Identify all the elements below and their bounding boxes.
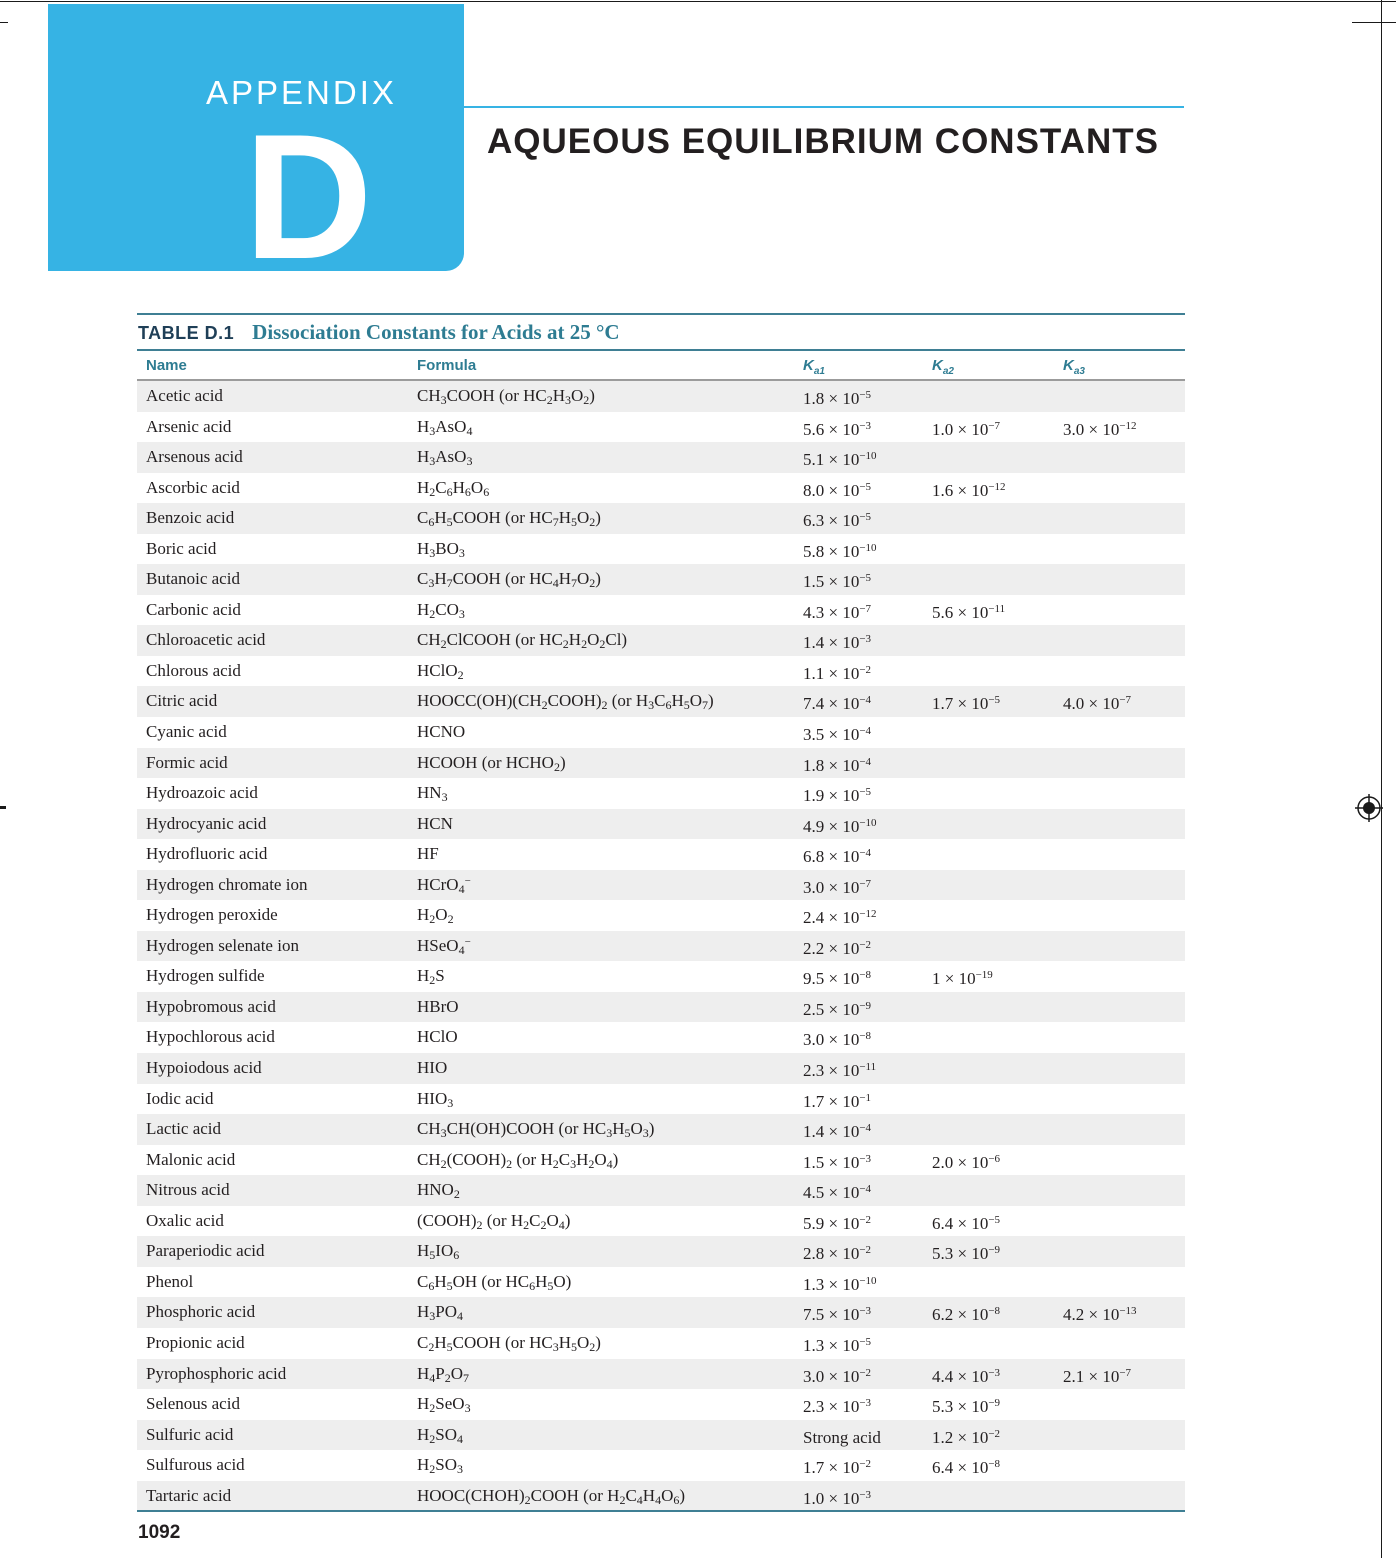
ka1-cell: $2.3 \times 10^{-3}$ — [803, 1397, 872, 1417]
ka2-cell: $5.3 \times 10^{-9}$ — [932, 1397, 1001, 1417]
table-body — [137, 381, 1185, 1511]
table-header-rule — [137, 349, 1185, 351]
table-row — [137, 809, 1185, 840]
formula-cell: $H_3AsO_4$ — [417, 416, 473, 438]
ka1-cell: $1.3 \times 10^{-5}$ — [803, 1335, 872, 1355]
column-header-ka3-text: $K_{a3}$ — [1063, 357, 1085, 377]
ka1-cell: $1.3 \times 10^{-10}$ — [803, 1274, 877, 1294]
table-row — [137, 595, 1185, 626]
acid-name-cell: Benzoic acid — [146, 508, 235, 528]
ka1-cell: $4.5 \times 10^{-4}$ — [803, 1183, 872, 1203]
table-row — [137, 1084, 1185, 1115]
table-row — [137, 748, 1185, 779]
formula-cell: $HN_3$ — [417, 783, 448, 805]
column-header-ka2 — [932, 357, 954, 377]
table-row — [137, 717, 1185, 748]
formula-cell: $C_2H_5COOH$ (or $HC_3H_5O_2$) — [417, 1332, 601, 1354]
table-row — [137, 992, 1185, 1023]
table-bottom-rule — [137, 1510, 1185, 1512]
table-row — [137, 503, 1185, 534]
acid-name-cell: Cyanic acid — [146, 722, 227, 742]
acid-name-cell: Citric acid — [146, 691, 218, 711]
formula-cell: HIO — [417, 1058, 448, 1078]
acid-name-cell: Carbonic acid — [146, 599, 241, 619]
table-row — [137, 1175, 1185, 1206]
ka1-cell: $3.0 \times 10^{-2}$ — [803, 1366, 872, 1386]
ka1-cell: $5.9 \times 10^{-2}$ — [803, 1213, 872, 1233]
acid-name-cell: Hydrofluoric acid — [146, 844, 268, 864]
appendix-letter: D — [244, 97, 373, 296]
formula-cell: HSeO$_4$− — [417, 935, 471, 957]
column-header-ka3 — [1063, 357, 1085, 377]
table-row — [137, 534, 1185, 565]
formula-cell: $H_3AsO_3$ — [417, 447, 473, 469]
acid-name-cell: Hypoiodous acid — [146, 1058, 262, 1078]
formula-cell: HClO$_2$ — [417, 660, 464, 682]
formula-cell: $H_2CO_3$ — [417, 599, 465, 621]
table-row — [137, 1145, 1185, 1176]
table-row — [137, 1450, 1185, 1481]
ka1-cell: $4.9 \times 10^{-10}$ — [803, 816, 877, 836]
column-header-formula: Formula — [417, 357, 477, 374]
acid-name-cell: Acetic acid — [146, 386, 223, 405]
acid-name-cell: Hydrocyanic acid — [146, 813, 267, 833]
ka1-cell: $9.5 \times 10^{-8}$ — [803, 969, 872, 989]
ka1-cell: $2.8 \times 10^{-2}$ — [803, 1244, 872, 1264]
ka2-cell: $1.6 \times 10^{-12}$ — [932, 480, 1006, 500]
formula-cell: HCOOH (or $HCHO_2$) — [417, 752, 566, 774]
formula-cell: $C_6H_5COOH$ (or $HC_7H_5O_2$) — [417, 508, 601, 530]
formula-cell: $H_2S$ — [417, 966, 445, 988]
column-header-ka1-text: $K_{a1}$ — [803, 357, 825, 377]
formula-cell: $H_2O_2$ — [417, 905, 454, 927]
title-rule — [464, 106, 1184, 108]
acid-name-cell: Nitrous acid — [146, 1180, 230, 1200]
table-row — [137, 381, 1185, 412]
ka3-cell: $4.2 \times 10^{-13}$ — [1063, 1305, 1137, 1325]
ka1-cell: $3.5 \times 10^{-4}$ — [803, 725, 872, 745]
ka2-cell: $5.6 \times 10^{-11}$ — [932, 602, 1006, 622]
table-row — [137, 839, 1185, 870]
ka1-cell: $5.6 \times 10^{-3}$ — [803, 419, 872, 439]
formula-cell: $H_2SO_3$ — [417, 1455, 464, 1477]
column-header-name: Name — [146, 357, 187, 374]
table-top-rule — [137, 313, 1185, 315]
acid-name-cell: Lactic acid — [146, 1119, 222, 1139]
ka2-cell: $6.4 \times 10^{-5}$ — [932, 1213, 1001, 1233]
acid-name-cell: Hydrogen sulfide — [146, 966, 265, 986]
table-header — [137, 352, 1185, 379]
ka1-cell: $2.4 \times 10^{-12}$ — [803, 908, 877, 928]
formula-cell: $H_4P_2O_7$ — [417, 1363, 470, 1385]
table-caption — [138, 320, 620, 346]
table-row — [137, 473, 1185, 504]
table-row — [137, 1022, 1185, 1053]
formula-cell: $H_2SO_4$ — [417, 1424, 464, 1446]
table-row — [137, 961, 1185, 992]
table-label: TABLE D.1 — [138, 323, 235, 343]
acid-name-cell: Ascorbic acid — [146, 477, 240, 497]
ka1-cell: $1.1 \times 10^{-2}$ — [803, 663, 872, 683]
registration-mark-icon — [1355, 794, 1383, 822]
page-title: AQUEOUS EQUILIBRIUM CONSTANTS — [487, 122, 1159, 161]
formula-cell: $CH_2(COOH)_2$ (or $H_2C_3H_2O_4$) — [417, 1149, 619, 1171]
table-row — [137, 1206, 1185, 1237]
formula-cell: $H_3PO_4$ — [417, 1302, 464, 1324]
formula-cell: $C_6H_5OH$ (or $HC_6H_5O$) — [417, 1271, 572, 1293]
ka1-cell: Strong acid — [803, 1427, 881, 1447]
table-row — [137, 442, 1185, 473]
acid-name-cell: Malonic acid — [146, 1149, 236, 1169]
ka1-cell: $4.3 \times 10^{-7}$ — [803, 602, 872, 622]
ka1-cell: $3.0 \times 10^{-8}$ — [803, 1030, 872, 1050]
table-row — [137, 1481, 1185, 1512]
ka2-cell: $6.2 \times 10^{-8}$ — [932, 1305, 1001, 1325]
formula-cell: $HNO_2$ — [417, 1180, 460, 1202]
ka2-cell: $5.3 \times 10^{-9}$ — [932, 1244, 1001, 1264]
table-row — [137, 1267, 1185, 1298]
ka1-cell: $1.5 \times 10^{-3}$ — [803, 1152, 872, 1172]
formula-cell: $HOOC(CHOH)_2COOH$ (or $H_2C_4H_4O_6$) — [417, 1485, 686, 1507]
formula-cell: $H_3BO_3$ — [417, 538, 465, 560]
acid-name-cell: Paraperiodic acid — [146, 1241, 265, 1261]
ka2-cell: $6.4 \times 10^{-8}$ — [932, 1458, 1001, 1478]
acid-name-cell: Selenous acid — [146, 1394, 240, 1414]
ka2-cell: $1.2 \times 10^{-2}$ — [932, 1427, 1001, 1447]
formula-cell: HF — [417, 844, 439, 864]
acid-name-cell: Formic acid — [146, 752, 228, 772]
acid-name-cell: Iodic acid — [146, 1088, 214, 1108]
ka1-cell: $1.5 \times 10^{-5}$ — [803, 572, 872, 592]
acid-name-cell: Chlorous acid — [146, 660, 241, 680]
crop-mark-left-middle — [0, 806, 6, 809]
formula-cell: $(COOH)_2$ (or $H_2C_2O_4$) — [417, 1210, 571, 1232]
ka1-cell: $1.8 \times 10^{-4}$ — [803, 755, 872, 775]
ka2-cell: $1 \times 10^{-19}$ — [932, 969, 993, 989]
acid-name-cell: Propionic acid — [146, 1332, 245, 1352]
ka1-cell: $8.0 \times 10^{-5}$ — [803, 480, 872, 500]
table-row — [137, 870, 1185, 901]
acid-name-cell: Butanoic acid — [146, 569, 240, 589]
table-row — [137, 1236, 1185, 1267]
ka1-cell: $1.0 \times 10^{-3}$ — [803, 1488, 872, 1508]
column-header-ka1 — [803, 357, 825, 377]
acid-name-cell: Pyrophosphoric acid — [146, 1363, 287, 1383]
crop-mark-left — [0, 22, 8, 23]
table-row — [137, 564, 1185, 595]
ka1-cell: $3.0 \times 10^{-7}$ — [803, 877, 872, 897]
ka2-cell: $1.0 \times 10^{-7}$ — [932, 419, 1001, 439]
table-title: Dissociation Constants for Acids at 25 °C — [252, 320, 620, 344]
acid-name-cell: Sulfuric acid — [146, 1424, 234, 1444]
ka3-cell: $4.0 \times 10^{-7}$ — [1063, 694, 1132, 714]
acid-name-cell: Boric acid — [146, 538, 217, 558]
appendix-word: APPENDIX — [206, 74, 397, 111]
ka2-cell: $4.4 \times 10^{-3}$ — [932, 1366, 1001, 1386]
acid-name-cell: Chloroacetic acid — [146, 630, 266, 650]
acid-name-cell: Hypochlorous acid — [146, 1027, 275, 1047]
table-row — [137, 1389, 1185, 1420]
table-row — [137, 1420, 1185, 1451]
formula-cell: $H_2C_6H_6O_6$ — [417, 477, 490, 499]
table-row — [137, 931, 1185, 962]
table-row — [137, 1297, 1185, 1328]
table-row — [137, 1328, 1185, 1359]
ka1-cell: $6.3 \times 10^{-5}$ — [803, 511, 872, 531]
ka1-cell: $1.4 \times 10^{-3}$ — [803, 633, 872, 653]
acid-name-cell: Arsenic acid — [146, 416, 232, 436]
acid-name-cell: Phenol — [146, 1271, 194, 1291]
formula-cell: HBrO — [417, 996, 459, 1016]
column-header-ka2-text: $K_{a2}$ — [932, 357, 954, 377]
table-row — [137, 900, 1185, 931]
acid-name-cell: Phosphoric acid — [146, 1302, 256, 1322]
ka1-cell: $1.7 \times 10^{-2}$ — [803, 1458, 872, 1478]
crop-line-top — [0, 1, 1396, 2]
ka1-cell: $2.5 \times 10^{-9}$ — [803, 999, 872, 1019]
table-row — [137, 1359, 1185, 1390]
table-row — [137, 1053, 1185, 1084]
ka1-cell: $7.5 \times 10^{-3}$ — [803, 1305, 872, 1325]
acid-name-cell: Hydrogen peroxide — [146, 905, 278, 925]
acid-name-cell: Hydroazoic acid — [146, 783, 258, 803]
ka1-cell: $2.3 \times 10^{-11}$ — [803, 1061, 877, 1081]
acid-name-cell: Sulfurous acid — [146, 1455, 245, 1475]
formula-cell: $HOOCC(OH)(CH_2COOH)_2$ (or $H_3C_6H_5O_7$) — [417, 691, 714, 713]
ka1-cell: $7.4 \times 10^{-4}$ — [803, 694, 872, 714]
table-row — [137, 412, 1185, 443]
table-row — [137, 625, 1185, 656]
formula-cell: HCN — [417, 813, 453, 833]
formula-cell: $CH_3COOH$ (or $HC_2H_3O_2$) — [417, 386, 595, 407]
acid-name-cell: Tartaric acid — [146, 1485, 232, 1505]
ka3-cell: $3.0 \times 10^{-12}$ — [1063, 419, 1137, 439]
acid-name-cell: Hydrogen selenate ion — [146, 935, 299, 955]
ka1-cell: $1.4 \times 10^{-4}$ — [803, 1122, 872, 1142]
formula-cell: HClO — [417, 1027, 458, 1047]
table-row — [137, 1114, 1185, 1145]
ka1-cell: $5.8 \times 10^{-10}$ — [803, 541, 877, 561]
acid-name-cell: Oxalic acid — [146, 1210, 224, 1230]
formula-cell: $CH_3CH(OH)COOH$ (or $HC_3H_5O_3$) — [417, 1119, 655, 1141]
formula-cell: $H_2SeO_3$ — [417, 1394, 471, 1416]
crop-mark-right — [1352, 22, 1396, 23]
formula-cell: $H_5IO_6$ — [417, 1241, 460, 1263]
formula-cell: $HIO_3$ — [417, 1088, 454, 1110]
ka2-cell: $2.0 \times 10^{-6}$ — [932, 1152, 1001, 1172]
page-number: 1092 — [138, 1522, 181, 1543]
formula-cell: $CH_2ClCOOH$ (or $HC_2H_2O_2Cl$) — [417, 630, 628, 652]
ka1-cell: $1.9 \times 10^{-5}$ — [803, 786, 872, 806]
ka1-cell: $6.8 \times 10^{-4}$ — [803, 847, 872, 867]
ka2-cell: $1.7 \times 10^{-5}$ — [932, 694, 1001, 714]
formula-cell: HCNO — [417, 722, 466, 742]
ka1-cell: $2.2 \times 10^{-2}$ — [803, 938, 872, 958]
ka1-cell: $1.8 \times 10^{-5}$ — [803, 389, 872, 408]
acid-name-cell: Hypobromous acid — [146, 996, 276, 1016]
table-row — [137, 686, 1185, 717]
table-row — [137, 656, 1185, 687]
ka1-cell: $1.7 \times 10^{-1}$ — [803, 1091, 872, 1111]
formula-cell: $C_3H_7COOH$ (or $HC_4H_7O_2$) — [417, 569, 601, 591]
page-edge-rule — [1381, 0, 1382, 1558]
acid-name-cell: Arsenous acid — [146, 447, 243, 467]
formula-cell: HCrO$_4$− — [417, 874, 471, 896]
ka3-cell: $2.1 \times 10^{-7}$ — [1063, 1366, 1132, 1386]
acid-name-cell: Hydrogen chromate ion — [146, 874, 308, 894]
table-row — [137, 778, 1185, 809]
ka1-cell: $5.1 \times 10^{-10}$ — [803, 450, 877, 470]
